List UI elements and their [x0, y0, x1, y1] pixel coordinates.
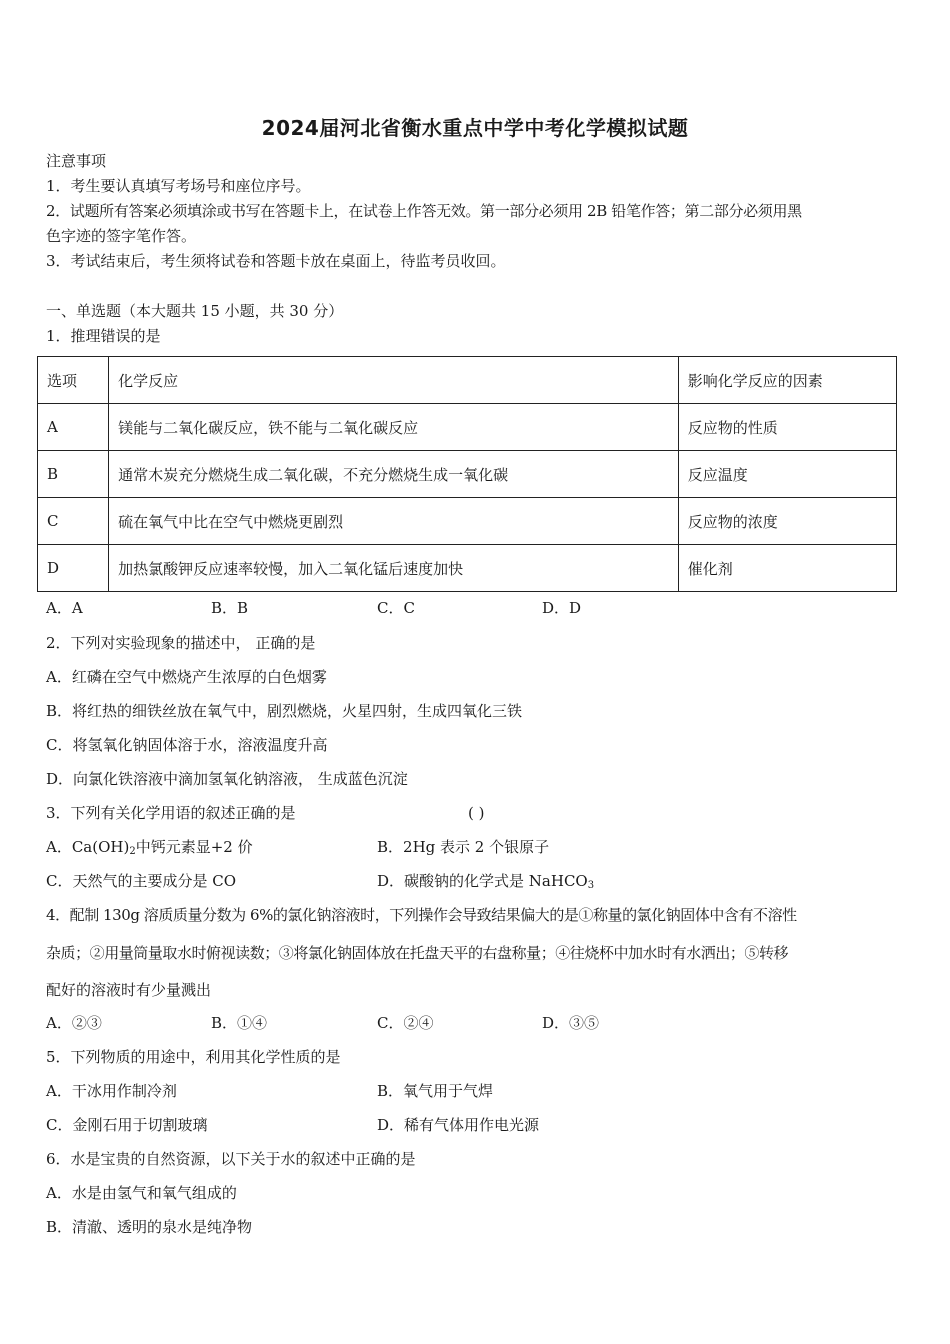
- table-row: [38, 451, 897, 498]
- table-cell: 反应温度: [678, 451, 896, 498]
- option-a-text: 中钙元素显+2 价: [135, 838, 253, 856]
- table-row: [38, 404, 897, 451]
- option-d: D．稀有气体用作电光源: [377, 1116, 540, 1134]
- option-c: C．②④: [377, 1014, 434, 1032]
- notice-heading: 注意事项: [46, 152, 107, 170]
- question-6-stem: 6．水是宝贵的自然资源，以下关于水的叙述中正确的是: [46, 1150, 416, 1168]
- option-a: A．干冰用作制冷剂: [46, 1082, 177, 1100]
- question-1-stem: 1．推理错误的是: [46, 327, 161, 345]
- option-b: B．将红热的细铁丝放在氧气中，剧烈燃烧，火星四射，生成四氧化三铁: [46, 702, 523, 720]
- option-a: A．A: [46, 599, 83, 617]
- notice-item: 2．试题所有答案必须填涂或书写在答题卡上，在试卷上作答无效。第一部分必须用 2B 铅笔作答；第二部分必须用黑: [46, 202, 802, 220]
- notice-item: 1．考生要认真填写考场号和座位序号。: [46, 177, 311, 195]
- table-header-row: [38, 357, 897, 404]
- option-a: A．②③: [46, 1014, 102, 1032]
- option-d: D．③⑤: [542, 1014, 600, 1032]
- table-header-cell: 选项: [38, 357, 109, 404]
- option-a: A．红磷在空气中燃烧产生浓厚的白色烟雾: [46, 668, 327, 686]
- table-cell: 通常木炭充分燃烧生成二氧化碳，不充分燃烧生成一氧化碳: [109, 451, 679, 498]
- table-cell: 催化剂: [678, 545, 896, 592]
- option-d: [377, 871, 594, 891]
- question-4-stem: 配好的溶液时有少量溅出: [46, 981, 212, 999]
- question-3-stem: 3．下列有关化学用语的叙述正确的是: [46, 804, 296, 822]
- table-header-cell: 化学反应: [109, 357, 679, 404]
- table-cell: B: [38, 451, 109, 498]
- option-b: B．氧气用于气焊: [377, 1082, 494, 1100]
- subscript: 3: [587, 880, 595, 891]
- option-d-text: D．碳酸钠的化学式是 NaHCO: [377, 872, 588, 890]
- answer-bracket: ( ): [468, 804, 485, 822]
- table-cell: 硫在氧气中比在空气中燃烧更剧烈: [109, 498, 679, 545]
- option-c: C．C: [377, 599, 415, 617]
- option-a-text: A．Ca(OH): [46, 838, 130, 856]
- table-row: [38, 498, 897, 545]
- table-row: [38, 545, 897, 592]
- table-cell: 反应物的浓度: [678, 498, 896, 545]
- table-cell: A: [38, 404, 109, 451]
- notice-item: 3．考试结束后，考生须将试卷和答题卡放在桌面上，待监考员收回。: [46, 252, 506, 270]
- table-cell: 加热氯酸钾反应速率较慢，加入二氧化锰后速度加快: [109, 545, 679, 592]
- subscript: 2: [129, 846, 136, 857]
- table-cell: 反应物的性质: [678, 404, 896, 451]
- option-c: C．金刚石用于切割玻璃: [46, 1116, 208, 1134]
- table-cell: C: [38, 498, 109, 545]
- question-1-table: [37, 356, 897, 592]
- option-b: B．2Hg 表示 2 个银原子: [377, 838, 550, 856]
- option-c: C．将氢氧化钠固体溶于水，溶液温度升高: [46, 736, 328, 754]
- option-b: B．清澈、透明的泉水是纯净物: [46, 1218, 253, 1236]
- question-5-stem: 5．下列物质的用途中，利用其化学性质的是: [46, 1048, 341, 1066]
- option-d: D．向氯化铁溶液中滴加氢氧化钠溶液， 生成蓝色沉淀: [46, 770, 408, 788]
- option-d: D．D: [542, 599, 582, 617]
- option-b: B．B: [211, 599, 249, 617]
- table-cell: D: [38, 545, 109, 592]
- option-a: A．水是由氢气和氧气组成的: [46, 1184, 237, 1202]
- option-a: [46, 837, 253, 857]
- table-header-cell: 影响化学反应的因素: [678, 357, 896, 404]
- section-heading: 一、单选题（本大题共 15 小题，共 30 分）: [46, 302, 344, 320]
- notice-item: 色字迹的签字笔作答。: [46, 227, 197, 245]
- option-c: C．天然气的主要成分是 CO: [46, 872, 237, 890]
- page-title: 2024届河北省衡水重点中学中考化学模拟试题: [261, 116, 689, 140]
- question-4-stem: 4．配制 130g 溶质质量分数为 6%的氯化钠溶液时，下列操作会导致结果偏大的是①称量的氯化钠固体中含有不溶性: [46, 906, 797, 924]
- table-cell: 镁能与二氧化碳反应，铁不能与二氧化碳反应: [109, 404, 679, 451]
- question-2-stem: 2．下列对实验现象的描述中， 正确的是: [46, 634, 316, 652]
- question-4-stem: 杂质；②用量筒量取水时俯视读数；③将氯化钠固体放在托盘天平的右盘称量；④往烧杯中加水时有水洒出；⑤转移: [46, 944, 789, 962]
- option-b: B．①④: [211, 1014, 268, 1032]
